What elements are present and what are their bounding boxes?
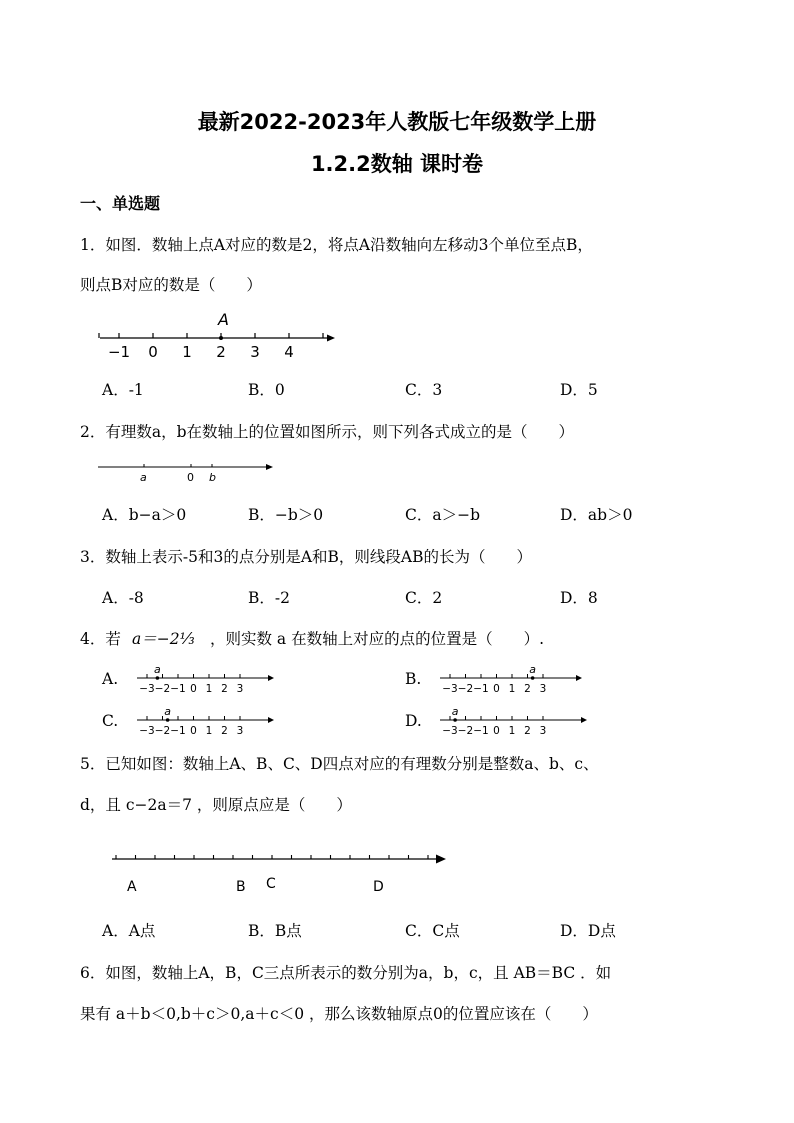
q4-tick-label: −3 (442, 725, 458, 737)
q4-option-c-number-line[interactable] (135, 704, 280, 738)
q3-option-c[interactable]: C．2 (405, 589, 443, 607)
q2-number-line (95, 455, 280, 487)
q4-option-a-letter[interactable]: A. (102, 670, 119, 688)
q4-tick-label: −2 (154, 683, 171, 695)
q4-tick-label: 1 (508, 725, 516, 737)
q4-tick-label: −1 (473, 725, 489, 737)
q4-point (531, 676, 535, 680)
q2-option-d[interactable]: D．ab＞0 (560, 506, 633, 524)
q4-tick-label: −3 (139, 725, 155, 737)
q5-option-a[interactable]: A．A点 (102, 922, 156, 940)
q2-label-a: a (140, 471, 147, 484)
q3-option-d[interactable]: D．8 (560, 589, 598, 607)
q1-option-b[interactable]: B．0 (248, 381, 285, 399)
q4-tick-label: 0 (190, 683, 197, 695)
q1-point-label: A (218, 310, 229, 329)
q1-tick-label: 1 (182, 343, 192, 361)
q4-point (453, 718, 457, 722)
q4-tick-label: 2 (221, 683, 228, 695)
q4-tick-label: −1 (170, 725, 186, 737)
q4-tick-label: 3 (539, 683, 547, 695)
q4-tick-label: −1 (473, 683, 489, 695)
q4-tick-label: −3 (442, 683, 458, 695)
q1-number-line (95, 305, 345, 365)
q2-label-b: b (209, 471, 216, 484)
q5-option-c[interactable]: C．C点 (405, 922, 460, 940)
q3-option-a[interactable]: A．-8 (102, 589, 144, 607)
page-subtitle: 1.2.2数轴 课时卷 (310, 152, 484, 176)
q1-text-line2: 则点B对应的数是（ ） (80, 276, 262, 294)
q1-tick-label: 2 (216, 343, 226, 361)
q4-tick-label: 3 (236, 725, 244, 737)
q4-point (156, 676, 160, 680)
q2-option-b[interactable]: B．−b＞0 (248, 506, 324, 524)
q5-label-b: B (236, 879, 246, 895)
q5-label-d: D (373, 879, 384, 895)
q4-tick-label: 3 (236, 683, 244, 695)
q4-point-label: a (154, 663, 161, 676)
q4-point-label: a (529, 663, 536, 676)
q5-text-line2: d，且 c−2a＝7 ，则原点应是（ ） (80, 796, 352, 814)
q4-tick-label: −2 (154, 725, 171, 737)
q2-label-zero: 0 (187, 471, 194, 484)
page-title: 最新2022-2023年人教版七年级数学上册 (197, 110, 597, 134)
q4-tick-label: 2 (524, 725, 531, 737)
q4-tick-label: 1 (508, 683, 516, 695)
q2-option-a[interactable]: A．b−a＞0 (102, 506, 187, 524)
q4-tick-label: −2 (457, 725, 474, 737)
q4-tick-label: 0 (493, 683, 500, 695)
q6-text-line2: 果有 a＋b＜0,b＋c＞0,a＋c＜0 ，那么该数轴原点0的位置应该在（ ） (80, 1005, 598, 1023)
q1-point-a (219, 336, 223, 340)
q4-tick-label: 2 (221, 725, 228, 737)
q3-text: 3．数轴上表示-5和3的点分别是A和B，则线段AB的长为（ ） (80, 548, 532, 566)
q4-point-label: a (451, 705, 459, 718)
q4-option-a-number-line[interactable] (135, 662, 280, 696)
q4-tick-label: 0 (493, 725, 500, 737)
q1-option-a[interactable]: A．-1 (102, 381, 144, 399)
q4-point-label: a (164, 705, 171, 718)
q4-tick-label: 1 (205, 725, 213, 737)
q4-tick-label: 3 (539, 725, 547, 737)
q1-tick-label: 3 (250, 343, 260, 361)
q4-option-b-letter[interactable]: B. (405, 670, 422, 688)
q5-text-line1: 5．已知如图：数轴上A、B、C、D四点对应的有理数分别是整数a、b、c、 (80, 755, 599, 773)
q4-option-b-number-line[interactable] (438, 662, 588, 696)
q4-text-post: ，则实数 a 在数轴上对应的点的位置是（ ）. (210, 630, 545, 648)
section-heading: 一、单选题 (80, 194, 161, 213)
q1-option-c[interactable]: C．3 (405, 381, 443, 399)
q4-option-d-number-line[interactable] (438, 704, 593, 738)
q4-tick-label: −2 (457, 683, 474, 695)
q4-tick-label: −1 (170, 683, 186, 695)
q4-option-c-letter[interactable]: C. (102, 712, 119, 730)
q5-option-d[interactable]: D．D点 (560, 922, 616, 940)
q1-tick-label: 4 (284, 343, 294, 361)
q4-option-d-letter[interactable]: D. (405, 712, 422, 730)
q1-tick-label: 0 (148, 343, 158, 361)
q5-label-a: A (127, 879, 137, 895)
q4-tick-label: 2 (524, 683, 531, 695)
q2-option-c[interactable]: C．a＞−b (405, 506, 481, 524)
q5-label-c: C (266, 876, 276, 892)
q4-expression: a＝−2⅓ (132, 630, 195, 648)
q4-tick-label: −3 (139, 683, 155, 695)
q1-tick-label: −1 (107, 343, 131, 361)
q4-point (166, 718, 170, 722)
q4-tick-label: 0 (190, 725, 197, 737)
q4-tick-label: 1 (205, 683, 213, 695)
q5-number-line (108, 845, 453, 900)
q1-option-d[interactable]: D．5 (560, 381, 598, 399)
q6-text-line1: 6．如图，数轴上A，B，C三点所表示的数分别为a，b，c，且 AB＝BC ．如 (80, 964, 612, 982)
q1-text-line1: 1．如图．数轴上点A对应的数是2，将点A沿数轴向左移动3个单位至点B， (80, 236, 593, 254)
q3-option-b[interactable]: B．-2 (248, 589, 290, 607)
q5-option-b[interactable]: B．B点 (248, 922, 302, 940)
q2-text: 2．有理数a，b在数轴上的位置如图所示，则下列各式成立的是（ ） (80, 423, 575, 441)
q4-text-pre: 4．若 (80, 630, 121, 648)
